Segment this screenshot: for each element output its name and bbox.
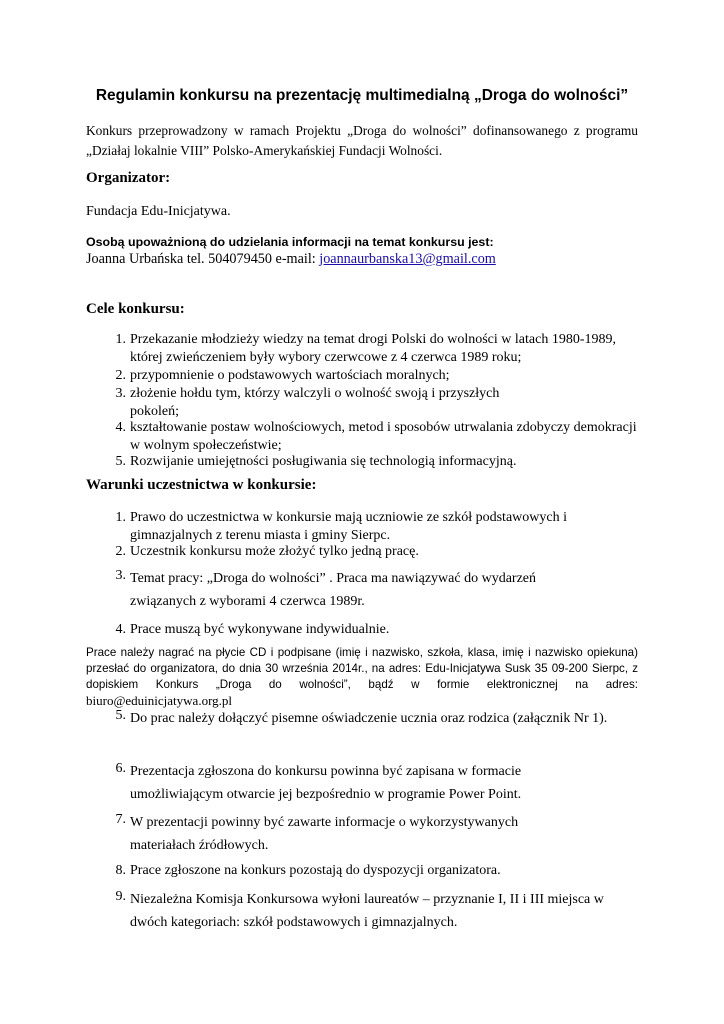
document-title: Regulamin konkursu na prezentację multimedialną „Droga do wolności” (95, 87, 629, 104)
list-text: Rozwijanie umiejętności posługiwania się technologią informacyjną. (130, 454, 517, 469)
list-text: Uczestnik konkursu może złożyć tylko jedną pracę. (130, 544, 419, 559)
list-number: 2. (115, 368, 126, 383)
goals-heading: Cele konkursu: (86, 301, 185, 317)
list-number: 4. (115, 420, 126, 435)
list-text: Prezentacja zgłoszona do konkursu powinna być zapisana w formacie umożliwiającym otwarcie jej bezpośrednio w programie Power Point. (130, 764, 522, 802)
intro-paragraph: Konkurs przeprowadzony w ramach Projektu „Droga do wolności” dofinansowanego z programu „Działaj lokalnie VIII” Polsko-Amerykańskiej Fundacji Wolności. (86, 123, 638, 158)
list-text: kształtowanie postaw wolnościowych, metod i sposobów utrwalania zdobyczy demokracji w wolnym społeczeństwie; (130, 420, 637, 453)
list-text: Prawo do uczestnictwa w konkursie mają uczniowie ze szkół podstawowych i gimnazjalnych z terenu miasta i gminy Sierpc. (130, 510, 567, 543)
list-number: 9. (115, 889, 126, 904)
list-number: 7. (115, 812, 126, 827)
list-number: 8. (115, 863, 126, 878)
list-text: Przekazanie młodzieży wiedzy na temat drogi Polski do wolności w latach 1980-1989, której zwieńczeniem były wybory czerwcowe z 4 czerwca 1989 roku; (130, 332, 616, 365)
list-text: złożenie hołdu tym, którzy walczyli o wolność swoją i przyszłych pokoleń; (130, 386, 500, 419)
submission-email: biuro@eduinicjatywa.org.pl (86, 693, 233, 708)
organizer-heading: Organizator: (86, 170, 171, 186)
list-number: 2. (115, 544, 126, 559)
list-item (108, 331, 638, 367)
submission-note-text: Prace należy nagrać na płycie CD i podpisane (imię i nazwisko, szkoła, klasa, imię i nazwisko opiekuna) przesłać do organizatora, do dnia 30 września 2014r., na adres: Edu-Inicjatywa Susk 35 09-200 Sierpc, z dopiskiem Konkurs „Droga do wolności”, bądź w formie elektronicznej na adres: (86, 646, 638, 691)
list-number: 3. (115, 568, 126, 583)
list-text: W prezentacji powinny być zawarte informacje o wykorzystywanych materiałach źródłowych. (130, 815, 519, 853)
list-number: 1. (115, 510, 126, 525)
contact-text: Joanna Urbańska tel. 504079450 e-mail: (86, 251, 320, 267)
list-number: 5. (115, 454, 126, 469)
list-number: 5. (115, 708, 126, 723)
list-number: 4. (115, 622, 126, 637)
list-text: Temat pracy: „Droga do wolności” . Praca ma nawiązywać do wydarzeń związanych z wyborami 4 czerwca 1989r. (130, 571, 537, 609)
contact-line (86, 251, 496, 268)
list-text: Prace zgłoszone na konkurs pozostają do dyspozycji organizatora. (130, 863, 501, 878)
contact-heading: Osobą upoważnioną do udzielania informacji na temat konkursu jest: (86, 235, 494, 249)
list-number: 3. (115, 386, 126, 401)
list-number: 6. (115, 761, 126, 776)
list-text: przypomnienie o podstawowych wartościach moralnych; (130, 368, 450, 383)
organizer-name: Fundacja Edu-Inicjatywa. (86, 204, 231, 219)
list-text: Do prac należy dołączyć pisemne oświadczenie ucznia oraz rodzica (załącznik Nr 1). (130, 711, 608, 726)
list-number: 1. (115, 332, 126, 347)
contact-email-link[interactable]: joannaurbanska13@gmail.com (319, 251, 496, 267)
conditions-heading: Warunki uczestnictwa w konkursie: (86, 477, 317, 493)
list-text: Niezależna Komisja Konkursowa wyłoni laureatów – przyznanie I, II i III miejsca w dwóch kategoriach: szkół podstawowych i gimnazjalnych. (130, 892, 604, 930)
list-text: Prace muszą być wykonywane indywidualnie. (130, 622, 390, 637)
submission-note (86, 645, 638, 710)
